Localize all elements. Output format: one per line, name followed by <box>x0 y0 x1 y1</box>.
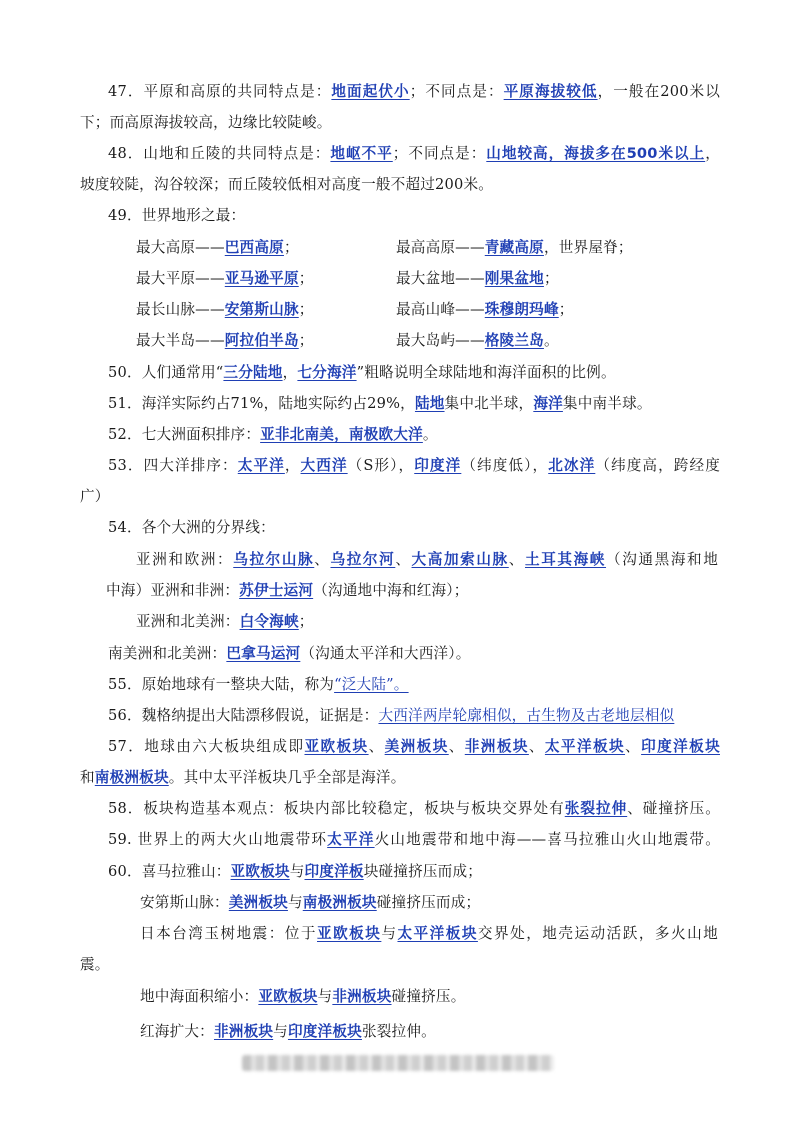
text-segment: 最高高原—— <box>396 239 485 256</box>
text-segment: 交界处，地壳运动活跃，多火山地 <box>477 925 718 942</box>
text-line <box>108 669 409 700</box>
text-line <box>396 263 559 294</box>
text-segment: 最长山脉—— <box>136 301 225 318</box>
text-line <box>108 388 652 419</box>
text-segment: 、 <box>528 738 545 755</box>
text-segment: 。 <box>543 332 559 349</box>
text-line <box>136 232 299 263</box>
text-segment: 50．人们通常用“ <box>108 364 224 381</box>
text-segment: 亚洲和欧洲： <box>136 551 234 568</box>
text-segment: 最大岛屿—— <box>396 332 485 349</box>
text-line <box>108 700 674 731</box>
text-segment: 中海）亚洲和非洲： <box>106 582 240 599</box>
answer-underlined: 大西洋 <box>300 457 348 474</box>
answer-underlined: 青藏高原 <box>484 239 544 256</box>
text-line <box>136 294 314 325</box>
text-segment: 58．板块构造基本观点：板块内部比较稳定，板块与板块交界处有 <box>108 800 565 817</box>
text-segment: 块碰撞挤压而成； <box>363 863 483 880</box>
answer-underlined: 苏伊士运河 <box>239 582 314 599</box>
answer-underlined: 南极洲板块 <box>94 769 169 786</box>
text-line <box>108 138 720 169</box>
answer-underlined: 印度洋板 <box>304 863 364 880</box>
text-line <box>136 544 718 575</box>
text-segment: 碰撞挤压而成； <box>376 894 481 911</box>
text-segment: ， <box>284 457 301 474</box>
text-segment: ；不同点是： <box>409 83 504 100</box>
answer-underlined: 陆地 <box>414 395 445 412</box>
answer-underlined: 地面起伏小 <box>331 83 410 100</box>
text-line <box>80 762 405 793</box>
answer-underlined: 七分海洋 <box>297 364 357 381</box>
text-segment: 、 <box>368 738 385 755</box>
text-segment: 55．原始地球有一整块大陆，称为 <box>108 676 335 693</box>
answer-underlined: 大高加索山脉 <box>411 551 509 568</box>
text-segment: 47．平原和高原的共同特点是： <box>108 83 332 100</box>
text-segment: 、 <box>508 551 525 568</box>
answer-underlined: 阿拉伯半岛 <box>224 332 299 349</box>
text-segment: ， <box>705 145 720 162</box>
answer-underlined: 巴拿马运河 <box>226 645 301 662</box>
text-segment: 48．山地和丘陵的共同特点是： <box>108 145 331 162</box>
text-segment: ，世界屋脊； <box>543 239 633 256</box>
text-segment: 、 <box>448 738 465 755</box>
text-segment: （沟通太平洋和大西洋）。 <box>300 645 471 662</box>
text-segment: 碰撞挤压。 <box>391 988 466 1005</box>
text-segment: 52．七大洲面积排序： <box>108 426 261 443</box>
text-line <box>396 232 633 263</box>
answer-underlined: 亚欧板块 <box>317 925 382 942</box>
answer-underlined: “泛大陆”。 <box>334 676 409 693</box>
text-line <box>140 1022 436 1040</box>
answer-underlined: 太平洋板块 <box>397 925 478 942</box>
answer-underlined: 印度洋板块 <box>287 1023 362 1040</box>
text-segment: 。其中太平洋板块几乎全部是海洋。 <box>168 769 406 786</box>
text-line <box>140 887 480 918</box>
answer-underlined: 太平洋 <box>237 457 285 474</box>
text-line <box>108 824 720 855</box>
answer-underlined: 美洲板块 <box>384 738 449 755</box>
text-line <box>106 575 469 606</box>
text-segment: 、 <box>625 738 642 755</box>
text-segment: 和 <box>80 769 95 786</box>
text-segment: 、碰撞挤压。 <box>627 800 721 817</box>
text-segment: 安第斯山脉： <box>140 894 229 911</box>
text-segment: （沟通地中海和红海）； <box>313 582 469 599</box>
answer-underlined: 太平洋 <box>327 831 375 848</box>
answer-underlined: 山地较高，海拔多在500米以上 <box>486 145 706 162</box>
text-line <box>108 357 616 388</box>
answer-underlined: 亚马逊平原 <box>224 270 299 287</box>
text-segment: 与 <box>289 863 305 880</box>
cut-off-line <box>0 1022 793 1040</box>
answer-underlined: 南极洲板块 <box>302 894 377 911</box>
text-segment: ； <box>298 301 314 318</box>
text-line <box>108 793 720 824</box>
text-segment: ”粗略说明全球陆地和海洋面积的比例。 <box>356 364 616 381</box>
text-segment: ； <box>298 270 314 287</box>
text-segment: 最大平原—— <box>136 270 225 287</box>
text-segment: ； <box>298 613 314 630</box>
text-segment: ， <box>282 364 298 381</box>
text-segment: 震。 <box>80 956 110 973</box>
answer-underlined: 非洲板块 <box>332 988 392 1005</box>
answer-underlined: 乌拉尔河 <box>330 551 396 568</box>
text-segment: 。 <box>422 426 438 443</box>
answer-underlined: 非洲板块 <box>213 1023 274 1040</box>
answer-underlined: 亚非北南美，南极欧大洋 <box>260 426 423 443</box>
text-segment: 南美洲和北美洲： <box>108 645 227 662</box>
text-segment: 日本台湾玉树地震：位于 <box>140 925 317 942</box>
answer-underlined: 印度洋 <box>414 457 462 474</box>
text-line <box>80 949 110 980</box>
answer-underlined: 海洋 <box>533 395 563 412</box>
text-segment: 最大盆地—— <box>396 270 485 287</box>
text-segment: 亚洲和北美洲： <box>136 613 240 630</box>
text-segment: 集中北半球， <box>444 395 534 412</box>
text-segment: 张裂拉伸。 <box>361 1023 436 1040</box>
text-segment: 、 <box>395 551 412 568</box>
text-segment: 49．世界地形之最： <box>108 207 246 224</box>
text-segment: 53．四大洋排序： <box>108 457 238 474</box>
text-line <box>136 606 314 637</box>
text-line <box>80 107 332 138</box>
answer-underlined: 大西洋两岸轮廓相似，古生物及古老地层相似 <box>378 707 675 724</box>
text-segment: ； <box>558 301 574 318</box>
answer-underlined: 亚欧板块 <box>304 738 369 755</box>
text-segment: （纬度高，跨经度 <box>595 457 720 474</box>
text-segment: 51．海洋实际约占71%，陆地实际约占29%， <box>108 395 415 412</box>
answer-underlined: 太平洋板块 <box>544 738 626 755</box>
text-segment: 红海扩大： <box>140 1023 214 1040</box>
answer-underlined: 非洲板块 <box>464 738 529 755</box>
text-segment: （S形）， <box>347 457 415 474</box>
text-line <box>108 450 720 481</box>
text-line <box>136 325 314 356</box>
answer-underlined: 珠穆朗玛峰 <box>484 301 559 318</box>
answer-underlined: 巴西高原 <box>224 239 284 256</box>
text-segment: 59. 世界上的两大火山地震带环 <box>108 831 328 848</box>
text-segment: 最大半岛—— <box>136 332 225 349</box>
answer-underlined: 安第斯山脉 <box>224 301 299 318</box>
text-line <box>108 200 245 231</box>
text-segment: 与 <box>273 1023 288 1040</box>
text-line <box>136 263 314 294</box>
text-segment: 与 <box>287 894 303 911</box>
text-line <box>80 481 110 512</box>
blurred-watermark <box>242 1055 554 1071</box>
text-segment: 与 <box>317 988 333 1005</box>
answer-underlined: 印度洋板块 <box>641 738 720 755</box>
text-segment: 广） <box>80 488 110 505</box>
text-line <box>108 419 438 450</box>
text-line <box>140 918 718 949</box>
text-segment: 57．地球由六大板块组成即 <box>108 738 305 755</box>
text-segment: 最大高原—— <box>136 239 225 256</box>
text-segment: 60．喜马拉雅山： <box>108 863 231 880</box>
text-line <box>396 325 559 356</box>
text-segment: 下；而高原海拔较高，边缘比较陡峻。 <box>80 114 332 131</box>
text-segment: 火山地震带和地中海——喜马拉雅山火山地震带。 <box>374 831 721 848</box>
text-segment: 集中南半球。 <box>562 395 652 412</box>
text-line <box>108 856 482 887</box>
answer-underlined: 美洲板块 <box>228 894 288 911</box>
text-segment: ，一般在200米以 <box>597 83 720 100</box>
text-segment: （沟通黑海和地 <box>606 551 719 568</box>
text-segment: 坡度较陡，沟谷较深；而丘陵较低相对高度一般不超过200米。 <box>80 176 494 193</box>
answer-underlined: 乌拉尔山脉 <box>233 551 315 568</box>
text-line <box>108 512 275 543</box>
answer-underlined: 三分陆地 <box>223 364 283 381</box>
text-segment: 与 <box>381 925 398 942</box>
text-line <box>396 294 574 325</box>
answer-underlined: 地岖不平 <box>330 145 393 162</box>
answer-underlined: 张裂拉伸 <box>564 800 628 817</box>
text-segment: ；不同点是： <box>392 145 487 162</box>
text-segment: （纬度低）， <box>461 457 549 474</box>
text-line <box>108 76 720 107</box>
answer-underlined: 格陵兰岛 <box>484 332 544 349</box>
answer-underlined: 亚欧板块 <box>258 988 318 1005</box>
text-line <box>108 638 471 669</box>
answer-underlined: 平原海拔较低 <box>503 83 598 100</box>
text-segment: ； <box>543 270 559 287</box>
answer-underlined: 北冰洋 <box>548 457 596 474</box>
answer-underlined: 亚欧板块 <box>230 863 290 880</box>
text-segment: ； <box>298 332 314 349</box>
answer-underlined: 白令海峡 <box>239 613 299 630</box>
text-segment: 地中海面积缩小： <box>140 988 259 1005</box>
answer-underlined: 刚果盆地 <box>484 270 544 287</box>
text-segment: ； <box>283 239 299 256</box>
answer-underlined: 土耳其海峡 <box>524 551 607 568</box>
text-line <box>80 169 493 200</box>
text-segment: 54．各个大洲的分界线： <box>108 519 275 536</box>
text-line <box>108 731 720 762</box>
text-segment: 、 <box>314 551 331 568</box>
text-line <box>140 981 466 1012</box>
text-segment: 56．魏格纳提出大陆漂移假说，证据是： <box>108 707 379 724</box>
text-segment: 最高山峰—— <box>396 301 485 318</box>
